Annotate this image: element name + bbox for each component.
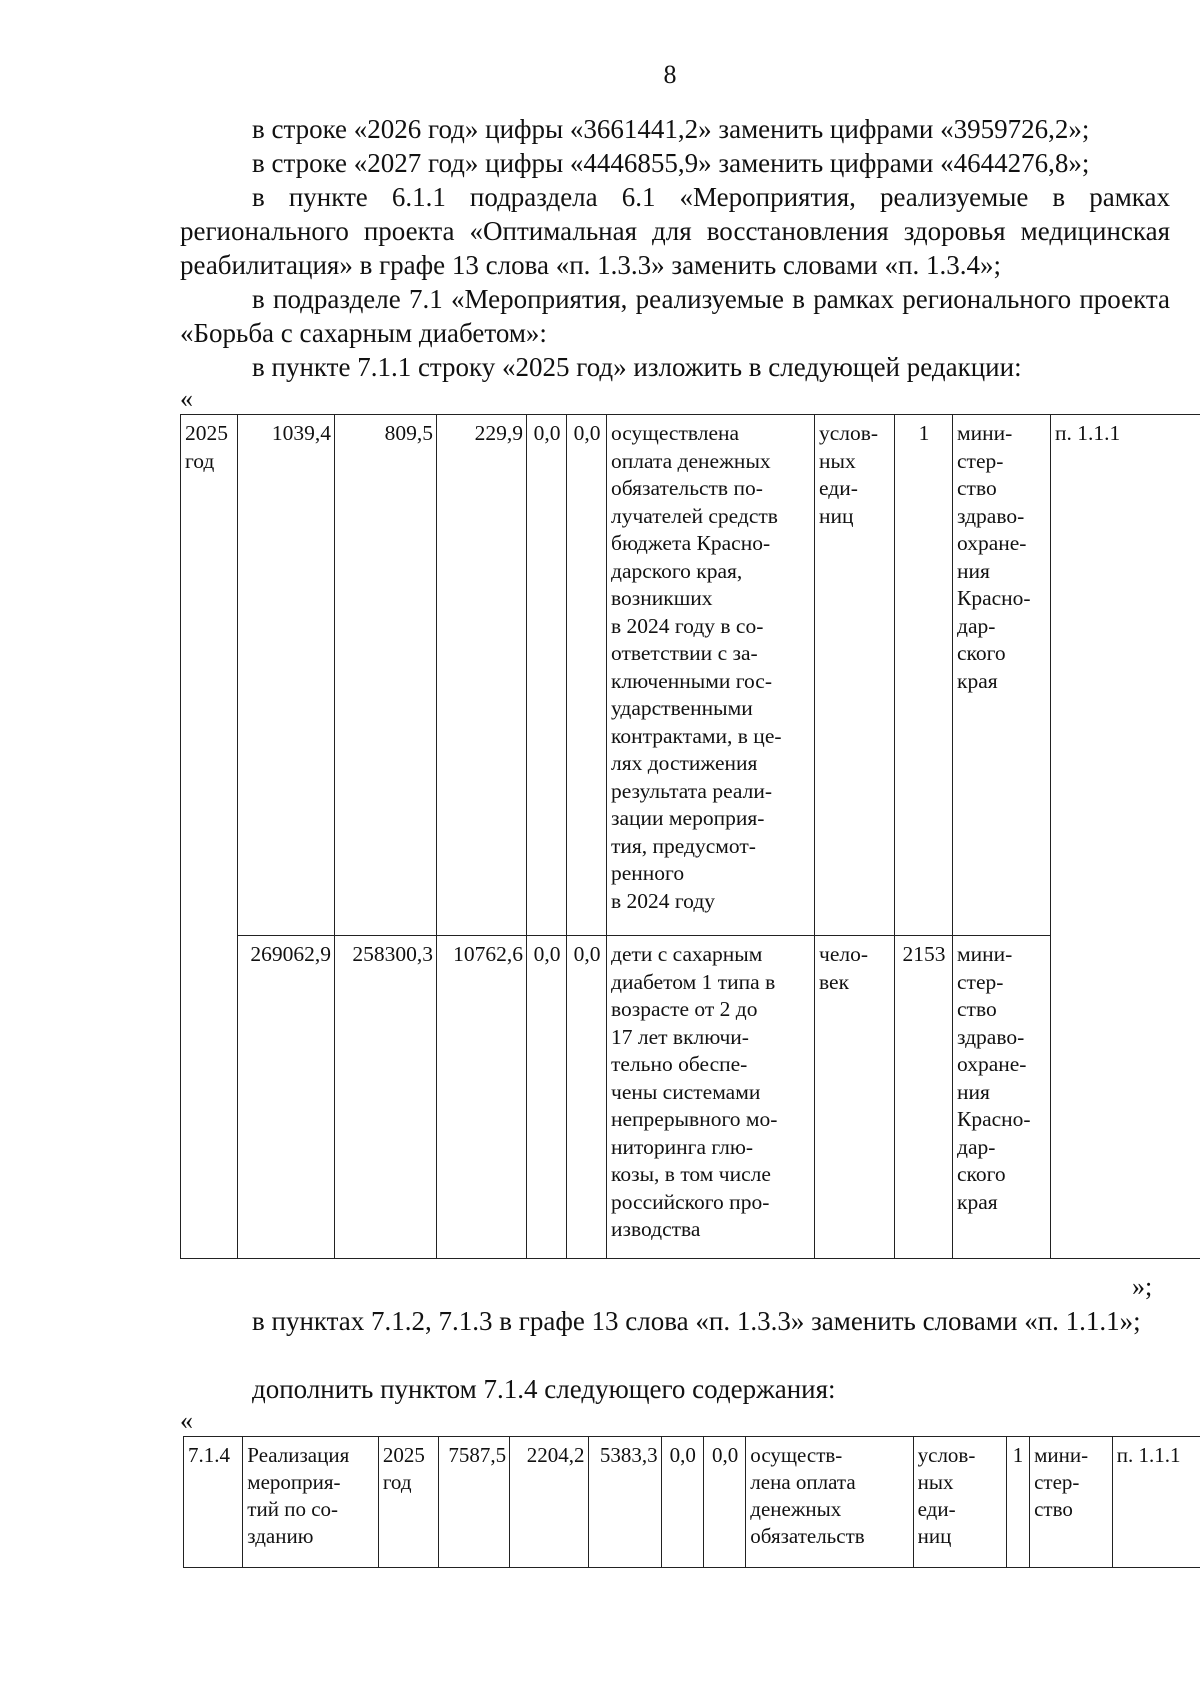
value-cell: 2153 <box>895 936 953 1259</box>
paragraph-7-1-2: в пунктах 7.1.2, 7.1.3 в графе 13 слова «п. 1.3.3» заменить словами «п. 1.1.1»; <box>252 1306 1141 1336</box>
total-cell: 7587,5 <box>439 1437 510 1568</box>
executor-cell: мини- стер- ство <box>1030 1437 1113 1568</box>
unit-cell: услов- ных еди- ниц <box>815 415 895 936</box>
unit-cell: услов- ных еди- ниц <box>913 1437 1006 1568</box>
extra-budget-cell: 0,0 <box>703 1437 745 1568</box>
local-budget-cell: 0,0 <box>527 936 567 1259</box>
event-name-cell: Реализация мероприя- тий по со- зданию <box>243 1437 379 1568</box>
table-7-1-4 <box>183 1436 1200 1568</box>
federal-budget-cell: 2204,2 <box>510 1437 588 1568</box>
federal-budget-cell: 258300,3 <box>335 936 437 1259</box>
executor-cell: мини- стер- ство здраво- охране- ния Красно- дар- ского края <box>953 415 1051 936</box>
local-budget-cell: 0,0 <box>527 415 567 936</box>
paragraph-7-1: в подразделе 7.1 «Мероприятия, реализуемые в рамках регионального проекта «Борьба с сахарным диабетом»: <box>180 284 1170 348</box>
result-cell: осуществ- лена оплата денежных обязательств <box>746 1437 913 1568</box>
quote-open-2: « <box>180 1406 193 1435</box>
extra-budget-cell: 0,0 <box>567 415 607 936</box>
link-cell: п. 1.1.1 <box>1051 415 1200 1259</box>
regional-budget-cell: 10762,6 <box>437 936 527 1259</box>
link-cell: п. 1.1.1 <box>1112 1437 1200 1568</box>
regional-budget-cell: 5383,3 <box>588 1437 661 1568</box>
paragraph-7-1-4: дополнить пунктом 7.1.4 следующего содержания: <box>252 1374 836 1404</box>
paragraph-2026: в строке «2026 год» цифры «3661441,2» заменить цифрами «3959726,2»; <box>252 114 1090 144</box>
item-number-cell: 7.1.4 <box>184 1437 243 1568</box>
extra-budget-cell: 0,0 <box>567 936 607 1259</box>
result-cell: дети с сахарным диабетом 1 типа в возрасте от 2 до 17 лет включи- тельно обеспе- чены системами непрерывного мо- ниторинга глю- козы, в том числе российского про- изводства <box>607 936 815 1259</box>
table-row-2025 <box>180 414 1200 1259</box>
paragraph-2027: в строке «2027 год» цифры «4446855,9» заменить цифрами «4644276,8»; <box>252 148 1090 178</box>
regional-budget-cell: 229,9 <box>437 415 527 936</box>
quote-close-1: »; <box>1132 1272 1153 1301</box>
year-cell: 2025 год <box>378 1437 438 1568</box>
paragraph-7-1-1: в пункте 7.1.1 строку «2025 год» изложить в следующей редакции: <box>252 352 1022 382</box>
page-number: 8 <box>663 60 677 89</box>
result-cell: осуществлена оплата денежных обязательств по- лучателей средств бюджета Красно- дарского края, возникших в 2024 году в со- ответствии с за- ключенными гос- ударственными контрактами, в це- лях достижения результата реали- зации мероприя- тия, предусмот- ренного в 2024 году <box>607 415 815 936</box>
value-cell: 1 <box>895 415 953 936</box>
value-cell: 1 <box>1006 1437 1029 1568</box>
executor-cell: мини- стер- ство здраво- охране- ния Красно- дар- ского края <box>953 936 1051 1259</box>
federal-budget-cell: 809,5 <box>335 415 437 936</box>
local-budget-cell: 0,0 <box>661 1437 703 1568</box>
quote-open-1: « <box>180 384 193 413</box>
unit-cell: чело- век <box>815 936 895 1259</box>
year-cell: 2025 год <box>181 415 238 1259</box>
total-cell: 269062,9 <box>238 936 335 1259</box>
paragraph-6-1-1: в пункте 6.1.1 подраздела 6.1 «Мероприятия, реализуемые в рамках регионального проекта «Оптимальная для восстановления здоровья медицинская реабилитация» в графе 13 слова «п. 1.3.3» заменить словами «п. 1.3.4»; <box>180 182 1170 280</box>
total-cell: 1039,4 <box>238 415 335 936</box>
